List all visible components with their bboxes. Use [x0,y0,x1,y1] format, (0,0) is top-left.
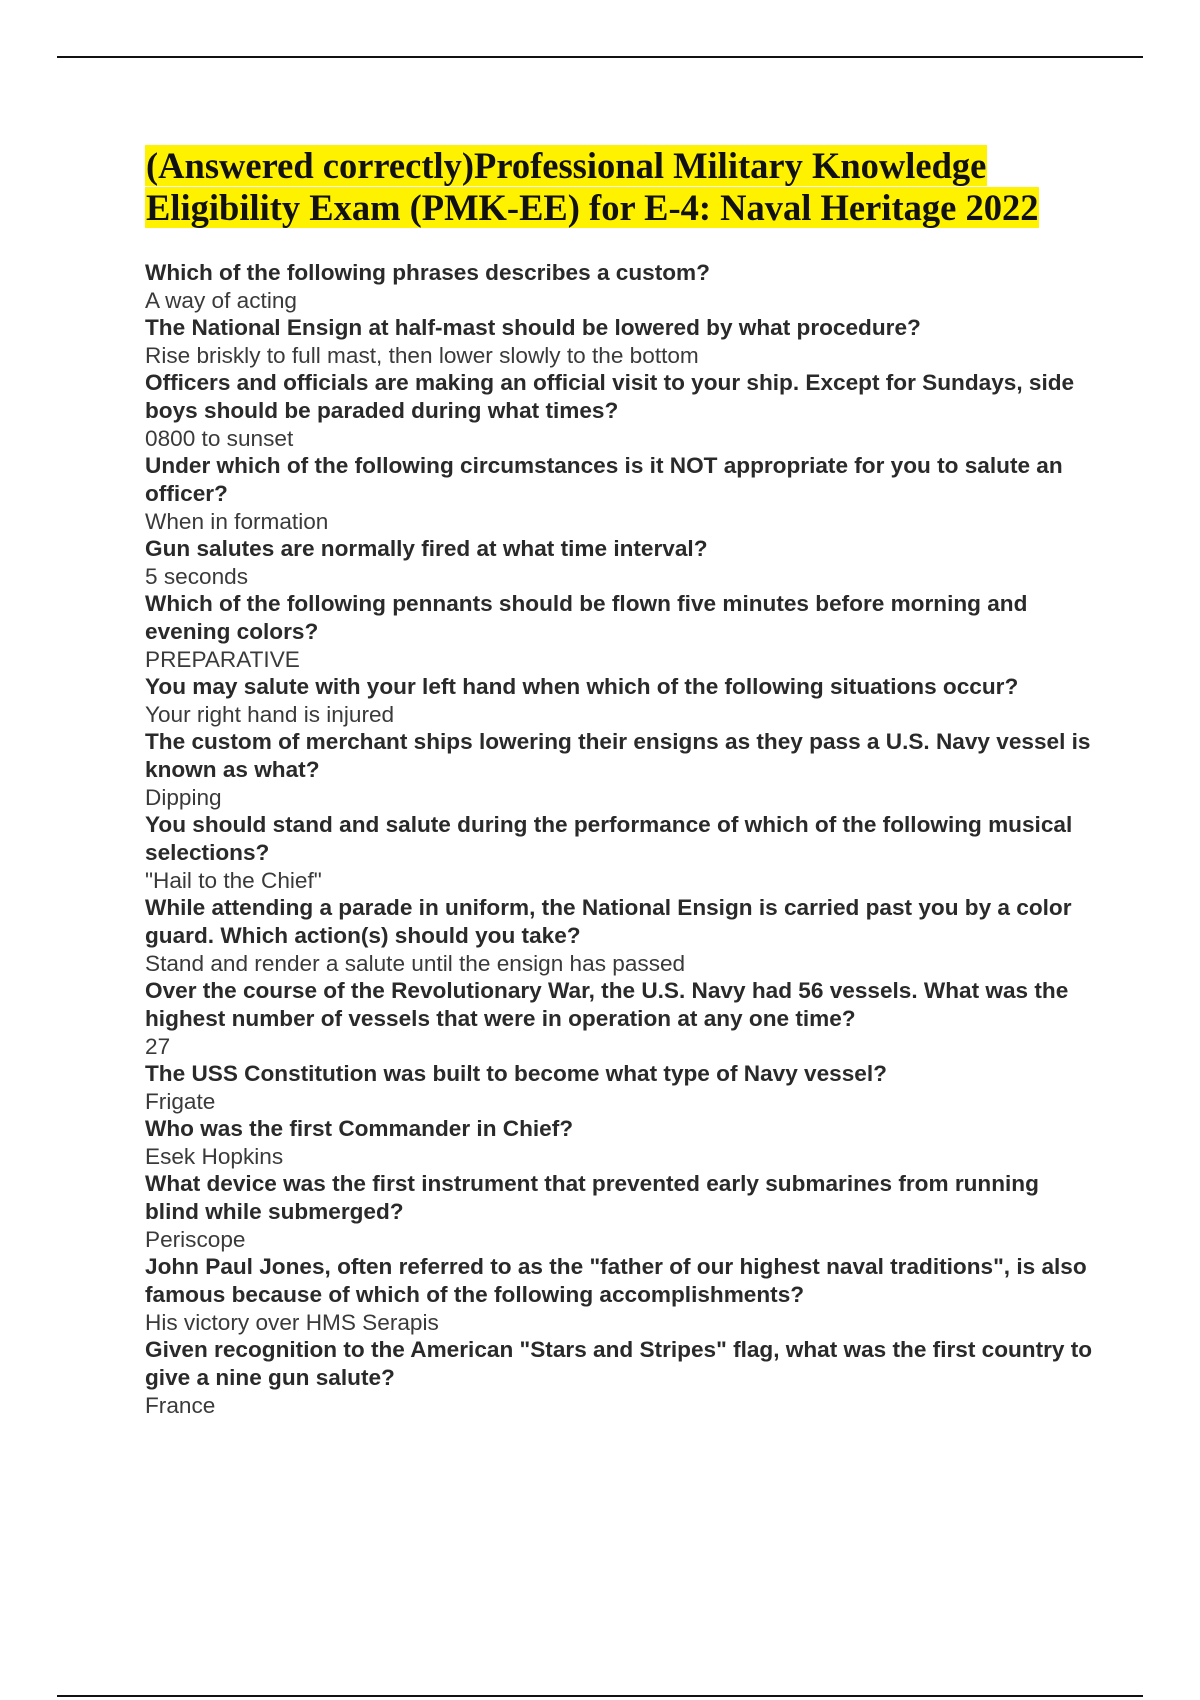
qa-item [145,1170,1095,1253]
question-text: Which of the following phrases describes a custom? [145,260,710,285]
question-text: Given recognition to the American "Stars and Stripes" flag, what was the first country to give a nine gun salute? [145,1337,1093,1390]
qa-item [145,673,1095,728]
qa-item [145,369,1095,452]
answer-text: PREPARATIVE [145,647,300,672]
question-text: You may salute with your left hand when which of the following situations occur? [145,674,1019,699]
answer-text: France [145,1393,216,1418]
answer-text: Rise briskly to full mast, then lower slowly to the bottom [145,343,699,368]
title-line: (Answered correctly)Professional Military Knowledge [146,145,987,186]
answer-text: 5 seconds [145,564,248,589]
question-text: Gun salutes are normally fired at what time interval? [145,536,708,561]
qa-item [145,314,1095,369]
answer-text: Periscope [145,1227,246,1252]
answer-text: Esek Hopkins [145,1144,284,1169]
qa-item [145,590,1095,673]
qa-item [145,452,1095,535]
qa-item [145,1115,1095,1170]
answer-text: Frigate [145,1089,216,1114]
question-answer-list [145,259,1095,1419]
page-top-rule [57,56,1143,58]
title-line: Eligibility Exam (PMK-EE) for E-4: Naval Heritage 2022 [146,187,1039,228]
qa-item [145,811,1095,894]
answer-text: When in formation [145,509,329,534]
question-text: Officers and officials are making an official visit to your ship. Except for Sundays, side boys should be paraded during what times? [145,370,1075,423]
question-text: John Paul Jones, often referred to as the "father of our highest naval traditions", is also famous because of which of the following accomplishments? [145,1254,1087,1307]
question-text: Over the course of the Revolutionary War, the U.S. Navy had 56 vessels. What was the highest number of vessels that were in operation at any one time? [145,978,1069,1031]
answer-text: His victory over HMS Serapis [145,1310,439,1335]
page-title [145,145,1105,229]
question-text: The National Ensign at half-mast should be lowered by what procedure? [145,315,921,340]
question-text: Under which of the following circumstances is it NOT appropriate for you to salute an officer? [145,453,1063,506]
question-text: Who was the first Commander in Chief? [145,1116,574,1141]
answer-text: Stand and render a salute until the ensign has passed [145,951,686,976]
answer-text: Your right hand is injured [145,702,395,727]
answer-text: A way of acting [145,288,297,313]
answer-text: 27 [145,1034,171,1059]
question-text: The USS Constitution was built to become what type of Navy vessel? [145,1061,887,1086]
qa-item [145,1060,1095,1115]
question-text: While attending a parade in uniform, the National Ensign is carried past you by a color guard. Which action(s) should you take? [145,895,1072,948]
qa-item [145,259,1095,314]
question-text: What device was the first instrument that prevented early submarines from running blind while submerged? [145,1171,1039,1224]
qa-item [145,535,1095,590]
qa-item [145,977,1095,1060]
qa-item [145,1336,1095,1419]
answer-text: 0800 to sunset [145,426,294,451]
answer-text: "Hail to the Chief" [145,868,322,893]
question-text: You should stand and salute during the performance of which of the following musical selections? [145,812,1073,865]
qa-item [145,894,1095,977]
qa-item [145,728,1095,811]
answer-text: Dipping [145,785,222,810]
question-text: The custom of merchant ships lowering their ensigns as they pass a U.S. Navy vessel is known as what? [145,729,1091,782]
page-bottom-rule [57,1695,1143,1697]
question-text: Which of the following pennants should be flown five minutes before morning and evening colors? [145,591,1028,644]
qa-item [145,1253,1095,1336]
